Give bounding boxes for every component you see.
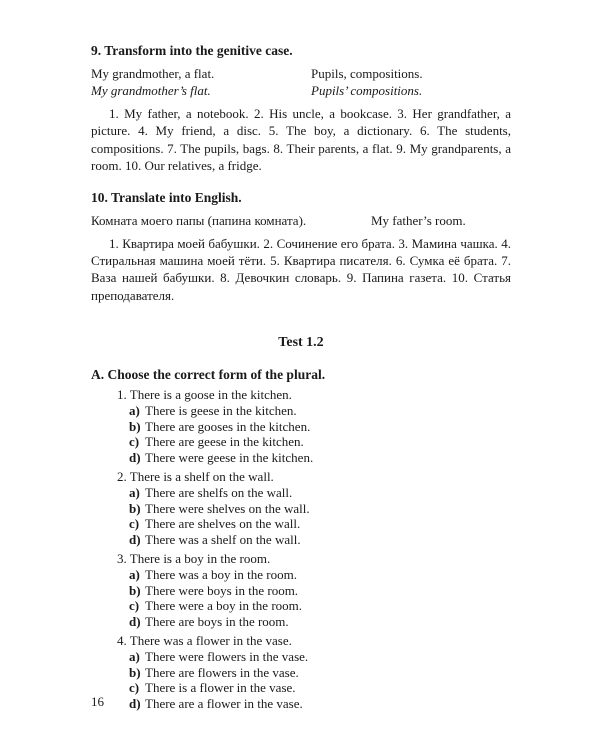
exercise-10-title: 10. Translate into English.: [91, 189, 242, 205]
exercise-9-example: [91, 65, 511, 82]
example-right-answer: Pupils’ compositions.: [311, 83, 423, 98]
question-prompt: 3. There is a boy in the room.: [117, 551, 271, 567]
answer-option[interactable]: [91, 665, 511, 681]
option-letter: c): [129, 598, 140, 614]
page-number: 16: [91, 694, 104, 709]
option-letter: d): [129, 531, 141, 547]
exercise-10: [91, 189, 511, 305]
example-english: My father’s room.: [371, 212, 466, 228]
option-text: There were shelves on the wall.: [145, 500, 310, 516]
exercise-9-title: 9. Transform into the genitive case.: [91, 43, 293, 58]
answer-options: [91, 649, 511, 711]
option-text: There are shelves on the wall.: [145, 516, 301, 532]
answer-option[interactable]: [91, 501, 511, 517]
option-letter: d): [129, 695, 141, 711]
answer-option[interactable]: [91, 516, 511, 532]
option-text: There were a boy in the room.: [145, 598, 303, 614]
option-letter: b): [129, 500, 141, 516]
option-text: There are gooses in the kitchen.: [145, 418, 311, 434]
answer-option[interactable]: [91, 419, 511, 435]
question-block: [91, 387, 511, 465]
question-prompt: 4. There was a flower in the vase.: [117, 633, 292, 649]
test-title: Test 1.2: [278, 335, 324, 351]
exercise-9: [91, 42, 511, 175]
option-text: There were boys in the room.: [145, 582, 299, 598]
option-letter: d): [129, 613, 141, 629]
answer-option[interactable]: [91, 649, 511, 665]
option-text: There are boys in the room.: [145, 613, 289, 629]
answer-option[interactable]: [91, 485, 511, 501]
option-text: There are flowers in the vase.: [145, 664, 299, 680]
option-text: There was a shelf on the wall.: [145, 531, 301, 547]
answer-option[interactable]: [91, 598, 511, 614]
option-text: There was a boy in the room.: [145, 567, 297, 583]
answer-option[interactable]: [91, 680, 511, 696]
option-text: There were geese in the kitchen.: [145, 449, 314, 465]
exercise-9-body: 1. My father, a notebook. 2. His uncle, a bookcase. 3. Her grandfather, a picture. 4. My friend, a disc. 5. The boy, a dictionary. 6. The students, compositions. 7. The pupils, bags. 8. Their parents, a flat. 9. My grandparents, a room. 10. Our relatives, a fridge.: [91, 106, 511, 174]
question-block: [91, 633, 511, 711]
option-letter: b): [129, 418, 141, 434]
answer-option[interactable]: [91, 450, 511, 466]
example-russian: Комната моего папы (папина комната).: [91, 212, 307, 228]
option-text: There are a flower in the vase.: [145, 695, 303, 711]
option-letter: c): [129, 516, 140, 532]
answer-options: [91, 567, 511, 629]
answer-option[interactable]: [91, 532, 511, 548]
option-letter: b): [129, 582, 141, 598]
option-letter: a): [129, 649, 140, 665]
answer-option[interactable]: [91, 583, 511, 599]
option-text: There were flowers in the vase.: [145, 649, 309, 665]
exercise-10-example: [91, 212, 511, 229]
option-letter: d): [129, 449, 141, 465]
example-left-prompt: My grandmother, a flat.: [91, 66, 215, 81]
section-a-title: A. Choose the correct form of the plural.: [91, 367, 326, 383]
option-letter: a): [129, 403, 140, 419]
answer-option[interactable]: [91, 434, 511, 450]
answer-option[interactable]: [91, 567, 511, 583]
question-prompt: 1. There is a goose in the kitchen.: [117, 387, 292, 403]
answer-option[interactable]: [91, 403, 511, 419]
document-page: [91, 42, 511, 715]
option-letter: c): [129, 434, 140, 450]
answer-option[interactable]: [91, 614, 511, 630]
option-text: There is geese in the kitchen.: [145, 403, 297, 419]
answer-option[interactable]: [91, 696, 511, 712]
option-letter: a): [129, 567, 140, 583]
example-right-prompt: Pupils, compositions.: [311, 66, 423, 81]
answer-options: [91, 485, 511, 547]
option-text: There is a flower in the vase.: [145, 680, 296, 696]
option-letter: c): [129, 680, 140, 696]
exercise-10-body: 1. Квартира моей бабушки. 2. Сочинение его брата. 3. Мамина чашка. 4. Стиральная машина моей тёти. 5. Квартира писателя. 6. Сумка её брата. 7. Ваза нашей бабушки. 8. Девочкин словарь. 9. Папина газета. 10. Статья преподавателя.: [91, 235, 511, 303]
question-block: [91, 551, 511, 629]
question-block: [91, 469, 511, 547]
answer-options: [91, 403, 511, 465]
option-letter: a): [129, 485, 140, 501]
option-text: There are shelfs on the wall.: [145, 485, 293, 501]
question-prompt: 2. There is a shelf on the wall.: [117, 469, 274, 485]
exercise-9-example-answer: [91, 82, 511, 99]
option-text: There are geese in the kitchen.: [145, 434, 304, 450]
example-left-answer: My grandmother’s flat.: [91, 83, 211, 98]
option-letter: b): [129, 664, 141, 680]
